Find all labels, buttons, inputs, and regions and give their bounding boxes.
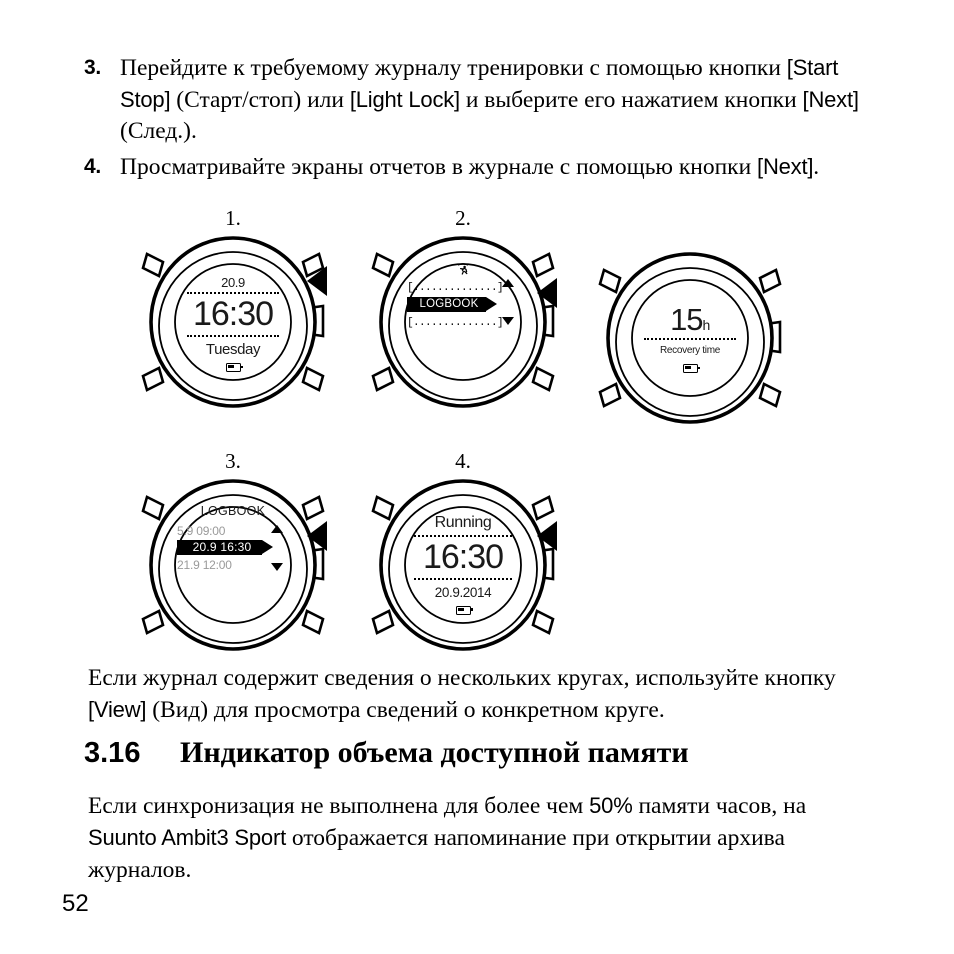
screen-divider-bottom xyxy=(414,578,512,580)
left-arrow-cursor-icon xyxy=(537,521,557,551)
screen-divider-top xyxy=(187,292,279,294)
instruction-steps xyxy=(84,52,884,187)
screen-divider xyxy=(644,338,736,340)
figure-watch-time-view xyxy=(133,200,333,415)
step-3-text xyxy=(120,52,884,147)
figure-5-label: 4. xyxy=(455,449,471,473)
text-run-5: [Next] xyxy=(802,87,859,112)
watch-figure-group xyxy=(0,200,954,660)
text-run-0: Если синхронизация не выполнена для более чем xyxy=(88,793,590,819)
menu-row-selected[interactable] xyxy=(407,296,519,313)
watch-screen-logbook xyxy=(177,505,289,573)
battery-icon xyxy=(226,363,241,372)
text-run-4: отображается напоминание при открытии архива журналов. xyxy=(88,825,785,883)
logbook-entry-0: 5.9 09:00 xyxy=(177,523,226,538)
figure-4-label: 3. xyxy=(225,449,241,473)
text-run-0: Если журнал содержит сведения о нескольких кругах, используйте кнопку xyxy=(88,665,836,691)
text-run-6: (След.). xyxy=(120,118,197,144)
text-run-1: 50% xyxy=(589,793,633,818)
text-run-3: Suunto Ambit3 Sport xyxy=(88,825,286,850)
left-arrow-cursor-icon xyxy=(307,521,327,551)
summary-time: 16:30 xyxy=(422,538,504,576)
logbook-header: LOGBOOK xyxy=(200,504,266,518)
text-run-3: [Light Lock] xyxy=(349,87,460,112)
screen-divider-bottom xyxy=(187,335,279,337)
watch-screen-time xyxy=(185,276,281,372)
page-number: 52 xyxy=(62,890,89,917)
text-run-2: памяти часов, на xyxy=(632,793,807,819)
logbook-entry-1: 20.9 16:30 xyxy=(177,540,262,555)
figure-watch-logbook-list xyxy=(133,443,333,658)
menu-placeholder-below: [..............] xyxy=(407,316,504,329)
text-run-4: и выберите его нажатием кнопки xyxy=(459,87,803,113)
watch-screen-recovery xyxy=(640,304,740,373)
step-3 xyxy=(84,52,884,147)
section-number: 3.16 xyxy=(84,737,141,769)
text-run-0: Просматривайте экраны отчетов в журнале с помощью кнопки xyxy=(120,154,758,180)
left-arrow-cursor-icon xyxy=(537,278,557,308)
step-3-number: 3. xyxy=(84,56,101,79)
text-run-2: (Вид) для просмотра сведений о конкретном круге. xyxy=(146,697,665,723)
menu-placeholder-above: [..............] xyxy=(407,281,504,294)
text-run-1: [View] xyxy=(88,697,147,722)
triangle-up-icon[interactable] xyxy=(502,279,514,287)
summary-activity: Running xyxy=(434,514,492,531)
text-run-0: Перейдите к требуемому журналу тренировки с помощью кнопки xyxy=(120,55,787,81)
figure-watch-log-summary xyxy=(363,443,563,658)
summary-date: 20.9.2014 xyxy=(434,585,492,600)
watch-screen-summary xyxy=(413,515,513,615)
step-4-number: 4. xyxy=(84,155,101,178)
triangle-down-icon[interactable] xyxy=(502,317,514,325)
figure-watch-recovery-time xyxy=(590,216,790,431)
text-run-1: [Next] xyxy=(757,154,814,179)
recovery-value: 15 xyxy=(670,302,703,337)
triangle-up-icon[interactable] xyxy=(271,525,283,533)
logbook-entry-2: 21.9 12:00 xyxy=(177,557,232,572)
text-run-2: . xyxy=(813,154,820,180)
section-heading xyxy=(84,736,689,770)
laps-note-paragraph xyxy=(88,662,878,726)
text-run-2: (Старт/стоп) или xyxy=(170,87,350,113)
figure-2-label: 2. xyxy=(455,206,471,230)
screen-weekday: Tuesday xyxy=(205,341,261,358)
menu-item-logbook: LOGBOOK xyxy=(407,297,486,312)
left-arrow-cursor-icon xyxy=(307,266,327,296)
triangle-down-icon[interactable] xyxy=(271,563,283,571)
step-4-text xyxy=(120,151,884,183)
figure-watch-menu-logbook xyxy=(363,200,563,415)
screen-time: 16:30 xyxy=(192,295,274,333)
recovery-caption: Recovery time xyxy=(659,345,720,356)
watch-screen-menu xyxy=(407,262,519,331)
logbook-entry-row-selected[interactable] xyxy=(177,539,289,556)
battery-icon xyxy=(456,606,471,615)
running-man-icon xyxy=(456,262,470,276)
recovery-unit: h xyxy=(702,317,710,333)
text-run-1: [Start Stop] xyxy=(120,55,839,112)
screen-divider-top xyxy=(414,535,512,537)
section-title: Индикатор объема доступной памяти xyxy=(180,736,689,769)
recovery-value-group xyxy=(640,304,740,335)
battery-icon xyxy=(683,364,698,373)
screen-date: 20.9 xyxy=(221,275,245,290)
figure-1-label: 1. xyxy=(225,206,241,230)
step-4 xyxy=(84,151,884,183)
memory-body-paragraph xyxy=(88,790,878,886)
